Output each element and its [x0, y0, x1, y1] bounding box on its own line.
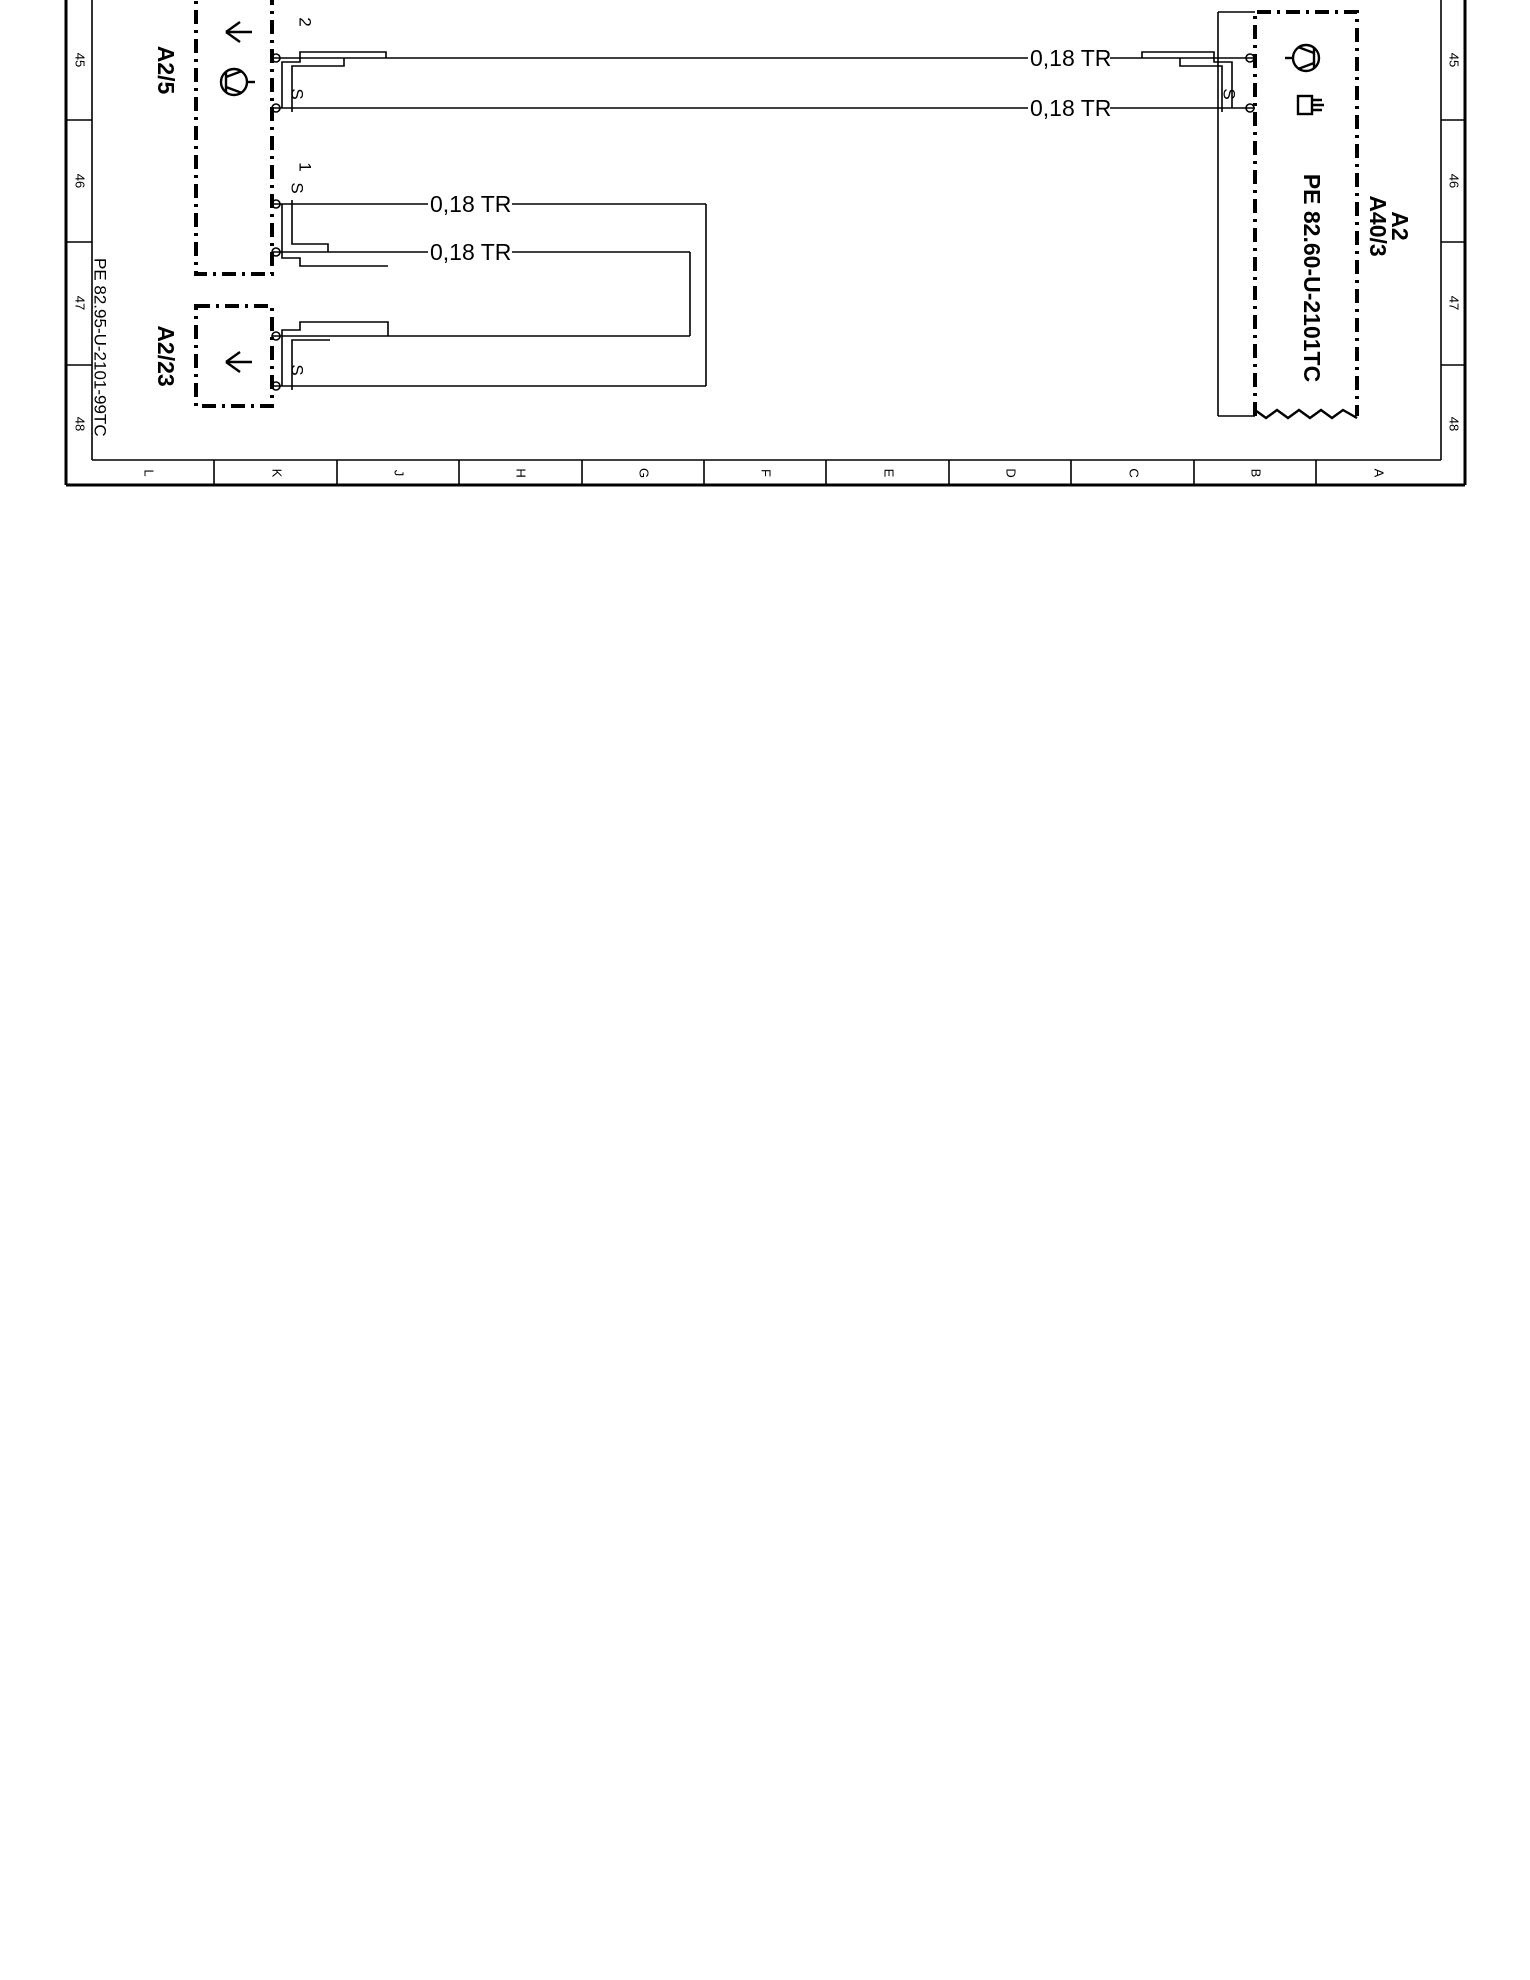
shield-pin-label: S — [287, 88, 307, 100]
row-marker: 46 — [72, 173, 88, 189]
transistor-icon — [1285, 45, 1319, 71]
pointing-hand-icon — [1298, 96, 1324, 114]
shield-pin-label: S — [287, 364, 307, 376]
row-marker: 46 — [1446, 173, 1462, 189]
row-marker: 45 — [1446, 52, 1462, 68]
connector-1-number: 1 — [295, 162, 315, 172]
shield-pin-label: S — [287, 182, 307, 194]
column-marker: A — [1371, 468, 1387, 478]
row-marker: 47 — [1446, 295, 1462, 311]
reference-label: PE 82.60-U-2101TC — [1298, 173, 1325, 383]
wire-w3 — [272, 191, 706, 386]
wire-label: 0,18 TR — [1030, 45, 1112, 72]
row-marker: 45 — [72, 52, 88, 68]
column-marker: D — [1003, 468, 1019, 478]
component-a2-a40-3 — [1218, 12, 1413, 418]
connector-2-number: 2 — [295, 17, 315, 27]
column-marker: J — [391, 469, 407, 477]
a2-23-label: A2/23 — [152, 325, 179, 387]
column-marker: H — [513, 468, 529, 478]
column-marker: C — [1126, 468, 1142, 478]
wire-label: 0,18 TR — [430, 239, 512, 266]
column-marker: B — [1248, 468, 1264, 478]
a40-3-label: A40/3 — [1364, 195, 1391, 257]
component-a2-23 — [153, 306, 307, 406]
column-marker: F — [758, 469, 774, 477]
transistor-icon — [221, 69, 255, 95]
shield-pin-label: S — [1219, 88, 1239, 100]
antenna-icon — [226, 22, 252, 42]
column-marker: E — [881, 468, 897, 478]
a2-5-label: A2/5 — [152, 45, 179, 95]
column-marker: K — [269, 468, 285, 478]
row-marker: 48 — [72, 416, 88, 432]
shield-brackets-left — [282, 52, 388, 390]
column-markers — [142, 468, 1387, 478]
row-marker: 48 — [1446, 416, 1462, 432]
row-marker: 47 — [72, 295, 88, 311]
wire-w2 — [272, 95, 1255, 121]
antenna-icon — [226, 352, 252, 372]
column-marker: G — [636, 467, 652, 479]
wire-w1 — [272, 45, 1255, 71]
document-number: PE 82.95-U-2101-99TC — [90, 258, 110, 437]
wire-label: 0,18 TR — [430, 191, 512, 218]
component-a2-5 — [153, 0, 315, 274]
column-marker: L — [141, 469, 157, 477]
wire-label: 0,18 TR — [1030, 95, 1112, 122]
a2-label: A2 — [1386, 211, 1413, 241]
